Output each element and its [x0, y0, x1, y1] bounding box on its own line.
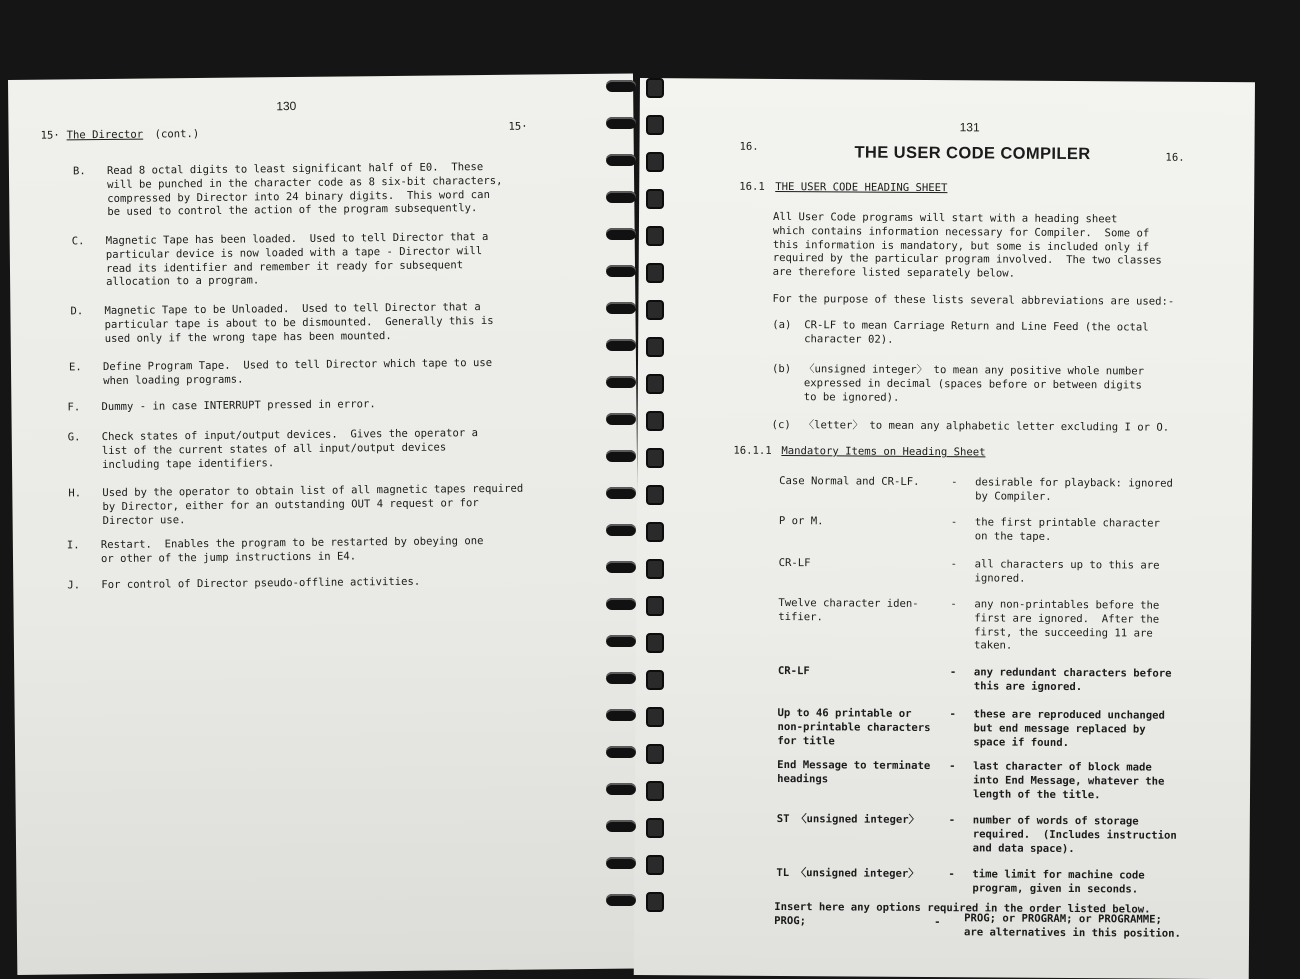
- binding-coil: [606, 894, 636, 906]
- chapter-number-left: 16.: [739, 140, 759, 153]
- director-item: [66, 534, 587, 565]
- binding-ring: [646, 855, 664, 875]
- director-item: [68, 482, 588, 527]
- binding-ring: [646, 115, 664, 135]
- mandatory-item-description: number of words of storage required. (Includes instruction and data space).: [972, 814, 1177, 855]
- abbreviation-key: (c): [771, 418, 791, 432]
- binding-ring: [646, 596, 664, 616]
- abbreviation-text: 〈unsigned integer〉 to mean any positive whole number expressed in decimal (spaces before or between digits to be ignored).: [803, 363, 1145, 404]
- binding-coil: [606, 746, 636, 758]
- mandatory-item-name: CR-LF: [777, 664, 810, 678]
- director-item-key: I.: [66, 539, 80, 552]
- director-item-key: H.: [68, 487, 82, 500]
- mandatory-item-dash: -: [950, 516, 958, 529]
- director-item: [67, 396, 587, 414]
- binding-coil: [606, 339, 636, 351]
- director-item-text: Check states of input/output devices. Gives the operator a list of the current states of all input/output devices including tape identifiers.: [101, 427, 479, 471]
- page-number-left: 130: [276, 98, 297, 114]
- mandatory-item-description: these are reproduced unchanged but end message replaced by space if found.: [973, 708, 1165, 749]
- director-item: [67, 574, 587, 592]
- subsection2-title: Mandatory Items on Heading Sheet: [781, 444, 986, 459]
- director-item-text: Magnetic Tape has been loaded. Used to tell Director that a particular device is now loaded with a tape - Director will read its identifier and remember it ready for subsequent allocation to a program.: [105, 230, 489, 289]
- director-item: [72, 160, 593, 219]
- binding-ring: [646, 337, 664, 357]
- subsection-title: THE USER CODE HEADING SHEET: [775, 180, 948, 195]
- mandatory-item-description: last character of block made into End Message, whatever the length of the title.: [972, 760, 1165, 801]
- mandatory-item-dash: -: [951, 476, 958, 489]
- binding-ring: [646, 78, 664, 98]
- binding-ring: [646, 263, 664, 283]
- binding-coil: [606, 783, 636, 795]
- insert-note: Insert here any options required in the order listed below.: [774, 900, 1151, 916]
- abbreviation-key: (a): [772, 318, 792, 332]
- binding-coil: [606, 561, 636, 573]
- binding-coil: [606, 820, 636, 832]
- prog-description: PROG; or PROGRAM; or PROGRAMME; are alternatives in this position.: [964, 912, 1181, 940]
- binding-ring: [646, 300, 664, 320]
- binding-coil: [606, 635, 636, 647]
- mandatory-item-dash: -: [948, 814, 956, 827]
- abbreviation-text: 〈letter〉 to mean any alphabetic letter excluding I or O.: [803, 419, 1170, 434]
- mandatory-item-row: [778, 597, 1198, 660]
- mandatory-item-name: Case Normal and CR-LF.: [779, 474, 920, 488]
- binding-ring: [646, 818, 664, 838]
- section-number-right: 15·: [508, 120, 528, 133]
- director-item-key: F.: [67, 401, 81, 414]
- binding-ring: [646, 152, 664, 172]
- director-item: [71, 230, 592, 289]
- binding-ring: [646, 892, 664, 912]
- director-item-text: Restart. Enables the program to be restarted by obeying one or other of the jump instructions in E4.: [100, 535, 484, 565]
- director-item-key: C.: [71, 235, 85, 248]
- binding-coil: [606, 672, 636, 684]
- binding-ring: [646, 522, 664, 542]
- binding-ring: [646, 781, 664, 801]
- director-item-text: Magnetic Tape to be Unloaded. Used to tell Director that a particular tape is about to be dismounted. Generally this is used only if the wrong tape has been mounted.: [104, 301, 494, 345]
- mandatory-item-dash: -: [950, 558, 958, 571]
- binding-coil: [606, 376, 636, 388]
- binding-ring: [646, 189, 664, 209]
- binding-ring: [646, 485, 664, 505]
- binding-coil: [606, 117, 636, 129]
- mandatory-item-dash: -: [949, 708, 956, 721]
- binding-ring: [646, 559, 664, 579]
- director-item: [67, 426, 588, 471]
- abbreviations-intro: For the purpose of these lists several abbreviations are used:-: [772, 292, 1175, 308]
- binding-coil: [606, 191, 636, 203]
- binding-ring: [646, 670, 664, 690]
- mandatory-item-description: any non-printables before the first are ignored. After the first, the succeeding 11 are taken.: [974, 598, 1160, 653]
- mandatory-item-dash: -: [949, 760, 956, 773]
- binding-coil: [606, 154, 636, 166]
- binding-coil: [606, 302, 636, 314]
- mandatory-item-description: any redundant characters before this are ignored.: [973, 666, 1172, 693]
- binding-coil: [606, 857, 636, 869]
- binding-ring: [646, 374, 664, 394]
- binding-ring: [646, 226, 664, 246]
- mandatory-item-name: Up to 46 printable or non-printable characters for title: [777, 706, 931, 747]
- section-title: The Director: [66, 128, 144, 142]
- binding-ring: [646, 744, 664, 764]
- director-item-text: Read 8 octal digits to least significant half of E0. These will be punched in the character code as 8 six-bit characters, compressed by Director into 24 binary digits. This word can be used to control the action of the program subsequently.: [106, 161, 503, 219]
- prog-item: PROG;: [774, 914, 807, 928]
- binding-ring: [646, 707, 664, 727]
- director-item-key: G.: [67, 431, 81, 444]
- binding-coil: [606, 450, 636, 462]
- chapter-number-right: 16.: [1165, 151, 1185, 164]
- binding-coil: [606, 80, 636, 92]
- mandatory-item-name: End Message to terminate headings: [777, 758, 931, 786]
- binding-ring: [646, 448, 664, 468]
- section-number-left: 15·: [40, 129, 60, 142]
- prog-dash: -: [934, 916, 941, 929]
- binding-coil: [606, 524, 636, 536]
- director-item: [68, 356, 589, 387]
- section-suffix: (cont.): [154, 128, 200, 141]
- intro-paragraph: All User Code programs will start with a heading sheet which contains information necessary for Compiler. Some of this information is mandatory, but some is included only if required by the particular program involved. The two classes are therefore listed separately below.: [772, 210, 1162, 280]
- binding-coil: [606, 598, 636, 610]
- binding-ring: [646, 411, 664, 431]
- binding-coil: [606, 228, 636, 240]
- director-item-key: B.: [72, 165, 86, 178]
- abbreviation-text: CR-LF to mean Carriage Return and Line Feed (the octal character 02).: [804, 319, 1149, 346]
- abbreviation-key: (b): [771, 362, 792, 376]
- binding-ring: [646, 633, 664, 653]
- mandatory-item-name: P or M.: [778, 514, 824, 528]
- director-item-text: Used by the operator to obtain list of all magnetic tapes required by Director, either for an outstanding OUT 4 request or for Director use.: [102, 482, 524, 527]
- mandatory-item-description: all characters up to this are ignored.: [974, 558, 1160, 585]
- left-page: [8, 73, 642, 974]
- spiral-binding: [596, 70, 676, 975]
- binding-coil: [606, 413, 636, 425]
- mandatory-item-dash: -: [949, 666, 957, 679]
- right-page: [634, 78, 1255, 979]
- director-item-key: E.: [68, 361, 82, 374]
- mandatory-item-name: Twelve character iden- tifier.: [778, 596, 919, 624]
- mandatory-item-description: desirable for playback: ignored by Compiler.: [975, 476, 1173, 503]
- mandatory-item-description: time limit for machine code program, given in seconds.: [972, 868, 1145, 896]
- director-item-text: Define Program Tape. Used to tell Director which tape to use when loading programs.: [102, 356, 493, 387]
- mandatory-item-name: ST 〈unsigned integer〉: [776, 812, 920, 826]
- director-item-key: J.: [67, 579, 81, 592]
- mandatory-item-name: TL 〈unsigned integer〉: [776, 866, 919, 880]
- mandatory-item-name: CR-LF: [778, 556, 811, 570]
- binding-coil: [606, 709, 636, 721]
- director-item: [70, 300, 590, 345]
- binding-coil: [606, 487, 636, 499]
- director-item-text: For control of Director pseudo-offline activities.: [101, 575, 421, 592]
- mandatory-item-description: the first printable character on the tape.: [974, 516, 1160, 543]
- page-number-right: 131: [959, 120, 980, 135]
- director-item-key: D.: [70, 305, 84, 318]
- director-item-text: Dummy - in case INTERRUPT pressed in error.: [101, 398, 376, 414]
- chapter-title: THE USER CODE COMPILER: [854, 143, 1091, 164]
- mandatory-item-dash: -: [948, 868, 955, 881]
- subsection-number: 16.1: [739, 180, 765, 193]
- subsection2-number: 16.1.1: [733, 444, 772, 457]
- mandatory-item-dash: -: [950, 598, 957, 611]
- binding-coil: [606, 265, 636, 277]
